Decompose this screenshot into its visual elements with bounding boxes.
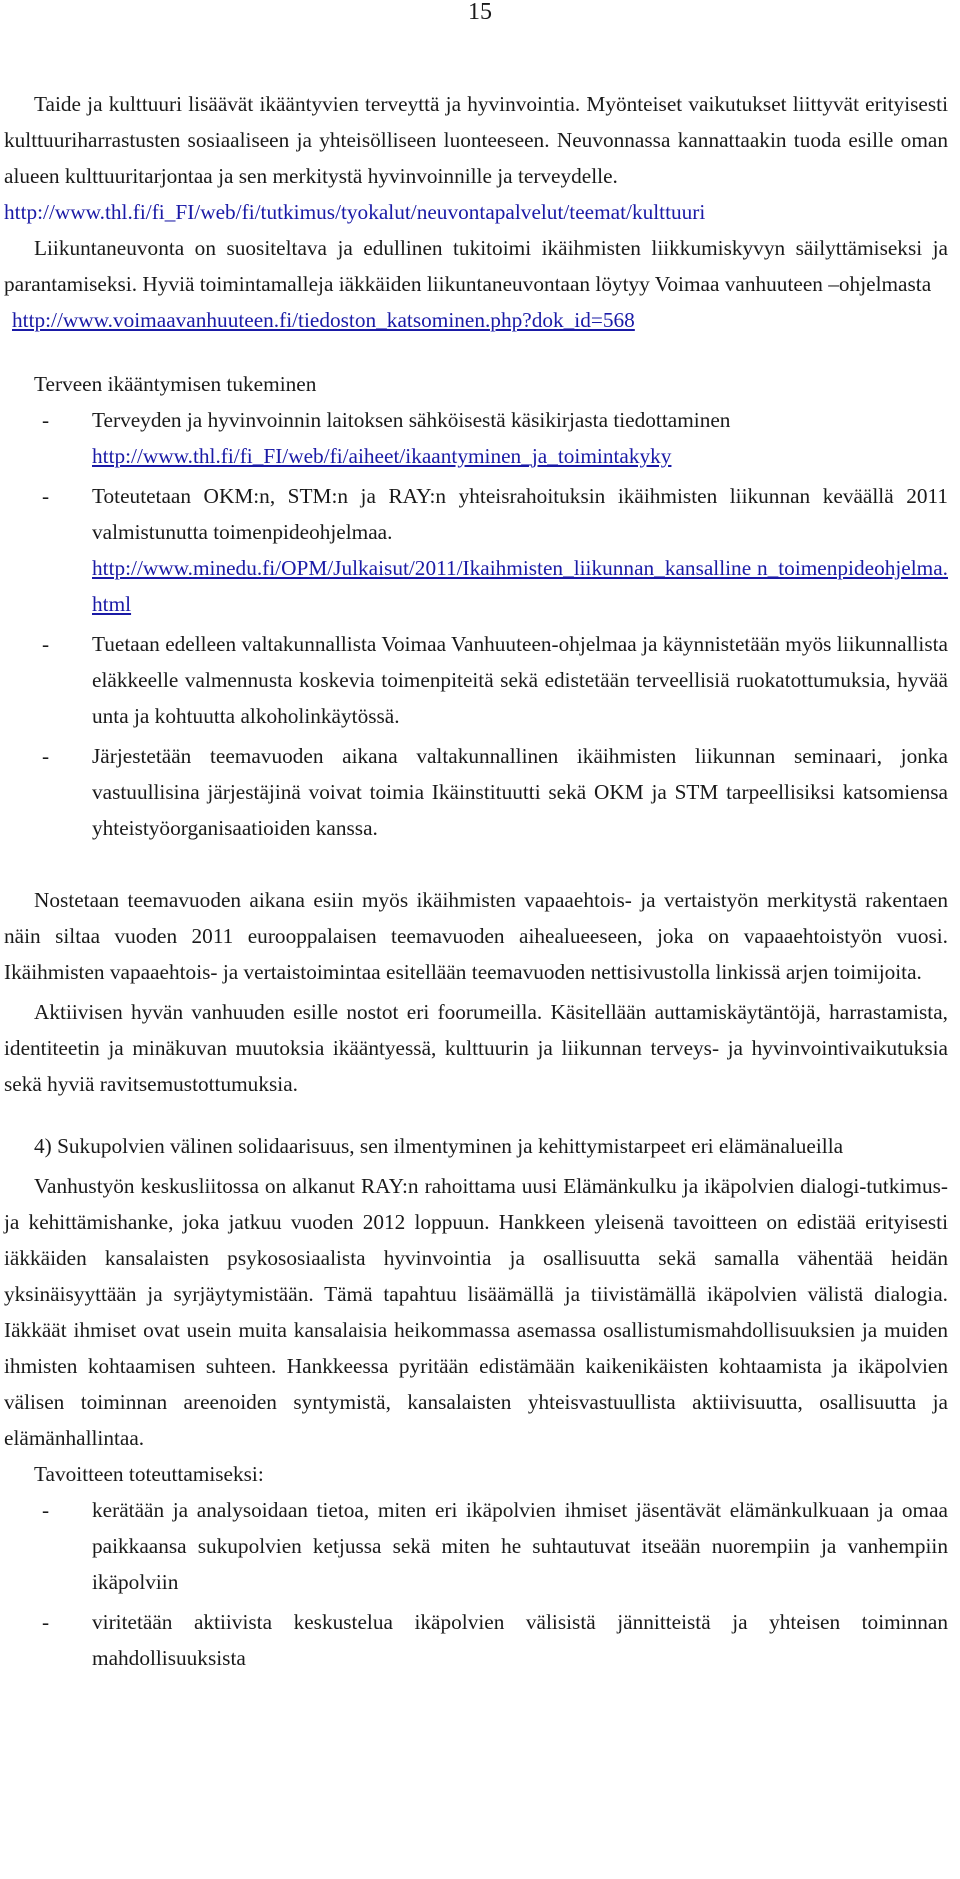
link-thl-ikaantyminen[interactable]: http://www.thl.fi/fi_FI/web/fi/aiheet/ikaantyminen_ja_toimintakyky	[92, 444, 672, 468]
list-item-text: Toteutetaan OKM:n, STM:n ja RAY:n yhteisrahoituksin ikäihmisten liikunnan keväällä 2011 valmistunutta toimenpideohjelmaa.	[92, 484, 948, 544]
link-voimaavanhuuteen[interactable]: http://www.voimaavanhuuteen.fi/tiedoston_katsominen.php?dok_id=568	[12, 308, 635, 332]
dash-marker: -	[42, 744, 50, 768]
link-line-voimaa	[4, 302, 948, 338]
goals-list	[4, 1492, 948, 1676]
section-heading-solidarity: 4) Sukupolvien välinen solidaarisuus, sen ilmentyminen ja kehittymistarpeet eri elämänalueilla	[34, 1134, 844, 1158]
paragraph-exercise-advice: Liikuntaneuvonta on suositeltava ja edullinen tukitoimi ikäihmisten liikkumiskyvyn säilyttämiseksi ja parantamiseksi. Hyviä toimintamalleja iäkkäiden liikuntaneuvontaan löytyy Voimaa vanhuuteen –ohjelmasta	[4, 236, 948, 296]
dash-marker: -	[42, 632, 50, 656]
list-item	[4, 1492, 948, 1600]
list-item-text: viritetään aktiivista keskustelua ikäpolvien välisistä jännitteistä ja yhteisen toiminnan mahdollisuuksista	[92, 1610, 948, 1670]
list-item-text: Tuetaan edelleen valtakunnallista Voimaa Vanhuuteen-ohjelmaa ja käynnistetään myös liikunnallista eläkkeelle valmennusta koskevia toimenpiteitä sekä edistetään terveellisiä ruokatottumuksia, hyvää unta ja kohtuutta alkoholinkäytössä.	[92, 632, 948, 728]
goals-heading: Tavoitteen toteuttamiseksi:	[34, 1462, 264, 1486]
paragraph-volunteering: Nostetaan teemavuoden aikana esiin myös ikäihmisten vapaaehtois- ja vertaistyön merkitystä rakentaen näin siltaa vuoden 2011 eurooppalaisen teemavuoden aihealueeseen, joka on vapaaehtoistyön vuosi. Ikäihmisten vapaaehtois- ja vertaistoimintaa esitellään teemavuoden nettisivustolla linkissä arjen toimijoita.	[4, 888, 948, 984]
link-thl-kulttuuri[interactable]: http://www.thl.fi/fi_FI/web/fi/tutkimus/tyokalut/neuvontapalvelut/teemat/kulttuuri	[4, 200, 706, 224]
list-item-text: Terveyden ja hyvinvoinnin laitoksen sähköisestä käsikirjasta tiedottaminen	[92, 408, 731, 432]
paragraph-culture: Taide ja kulttuuri lisäävät ikääntyvien terveyttä ja hyvinvointia. Myönteiset vaikutukset liittyvät erityisesti kulttuuriharrastusten sosiaaliseen ja yhteisölliseen luonteeseen. Neuvonnassa kannattaakin tuoda esille oman alueen kulttuuritarjontaa ja sen merkitystä hyvinvoinnille ja terveydelle.	[4, 92, 948, 188]
healthy-ageing-list	[4, 402, 948, 846]
list-item-text: kerätään ja analysoidaan tietoa, miten eri ikäpolvien ihmiset jäsentävät elämänkulkuaan ja omaa paikkaansa sukupolvien ketjussa sekä miten he suhtautuvat itseään nuorempiin ja vanhempiin ikäpolviin	[92, 1498, 948, 1594]
link-line-culture	[4, 194, 948, 230]
link-minedu-toimenpideohjelma[interactable]: http://www.minedu.fi/OPM/Julkaisut/2011/Ikaihmisten_liikunnan_kansalline n_toimenpideohjelma.html	[92, 556, 948, 616]
dash-marker: -	[42, 484, 50, 508]
dash-marker: -	[42, 1610, 50, 1634]
page-content	[4, 86, 948, 1680]
dash-marker: -	[42, 1498, 50, 1522]
list-item	[4, 478, 948, 622]
section-heading-healthy-ageing: Terveen ikääntymisen tukeminen	[34, 372, 317, 396]
list-item	[4, 738, 948, 846]
list-item	[4, 626, 948, 734]
dash-marker: -	[42, 408, 50, 432]
list-item	[4, 1604, 948, 1676]
list-item-text: Järjestetään teemavuoden aikana valtakunnallinen ikäihmisten liikunnan seminaari, jonka vastuullisina järjestäjinä voivat toimia Ikäinstituutti sekä OKM ja STM tarpeellisiksi katsomiensa yhteistyöorganisaatioiden kanssa.	[92, 744, 948, 840]
page-number: 15	[468, 0, 492, 25]
paragraph-active-old-age: Aktiivisen hyvän vanhuuden esille nostot eri foorumeilla. Käsitellään auttamiskäytäntöjä, harrastamista, identiteetin ja minäkuvan muutoksia ikääntyessä, kulttuurin ja liikunnan terveys- ja hyvinvointivaikutuksia sekä hyviä ravitsemustottumuksia.	[4, 1000, 948, 1096]
list-item	[4, 402, 948, 474]
paragraph-elamankulku: Vanhustyön keskusliitossa on alkanut RAY:n rahoittama uusi Elämänkulku ja ikäpolvien dialogi-tutkimus- ja kehittämishanke, joka jatkuu vuoden 2012 loppuun. Hankkeen yleisenä tavoitteen on edistää erityisesti iäkkäiden kansalaisten psykososiaalista hyvinvointia ja osallisuutta sekä samalla vähentää heidän yksinäisyyttään ja syrjäytymistään. Tämä tapahtuu lisäämällä ja tiivistämällä ikäpolvien välistä dialogia. Iäkkäät ihmiset ovat usein muita kansalaisia heikommassa asemassa osallistumismahdollisuuksien ja muiden ihmisten kohtaamisen suhteen. Hankkeessa pyritään edistämään kaikenikäisten kohtaamista ja ikäpolvien välisen toiminnan areenoiden syntymistä, kansalaisten yhteisvastuullista aktiivisuutta, osallisuutta ja elämänhallintaa.	[4, 1174, 948, 1450]
